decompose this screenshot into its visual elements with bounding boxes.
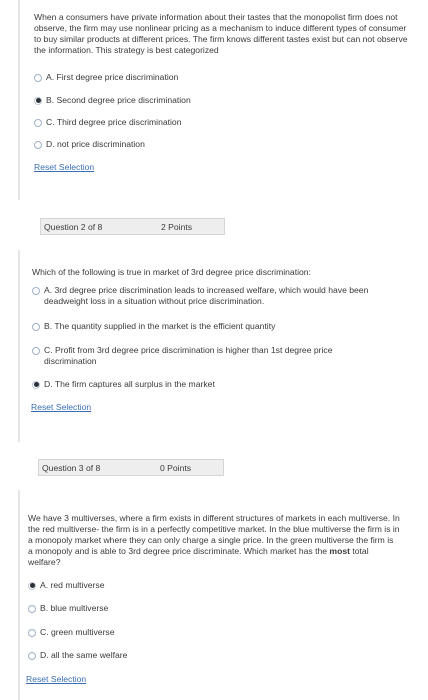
radio-button-selected[interactable] bbox=[32, 381, 40, 389]
option-label: C. Third degree price discrimination bbox=[46, 117, 182, 127]
radio-button[interactable] bbox=[32, 287, 40, 295]
option-label: A. red multiverse bbox=[40, 580, 105, 590]
q2-reset-selection-link[interactable]: Reset Selection bbox=[31, 402, 92, 412]
question-2-text: Which of the following is true in market of 3rd degree price discrimination: bbox=[32, 267, 311, 277]
radio-button[interactable] bbox=[28, 605, 36, 613]
q1-reset-selection-link[interactable]: Reset Selection bbox=[34, 162, 95, 172]
q1-option-b[interactable] bbox=[34, 95, 191, 106]
question-points: 2 Points bbox=[161, 222, 193, 232]
option-label: A. 3rd degree price discrimination leads to increased welfare, which would have been deadweight loss in a situation without price discrimination. bbox=[44, 285, 369, 306]
q1-option-d[interactable] bbox=[34, 139, 145, 150]
radio-button[interactable] bbox=[34, 119, 42, 127]
question-3-text-start: We have 3 multiverses, where a firm exists in different structures of markets in each multiverse. In the red multiverse- the firm is in a perfectly competitive market. In the blue multiverse the firm is in a monopoly market where they can only charge a single price. In the green multiverse the firm is a monopoly and is able to 3rd degree price discriminate. Which market has the bbox=[28, 513, 400, 556]
question-3-header bbox=[38, 459, 224, 476]
q3-option-a[interactable] bbox=[28, 580, 104, 591]
question-number: Question 2 of 8 bbox=[44, 222, 103, 232]
option-label: B. The quantity supplied in the market is the efficient quantity bbox=[44, 321, 276, 331]
option-label: B. Second degree price discrimination bbox=[46, 95, 191, 105]
option-label: C. Profit from 3rd degree price discrimination is higher than 1st degree price discrimination bbox=[44, 345, 333, 366]
q2-option-b[interactable] bbox=[32, 321, 275, 332]
radio-button[interactable] bbox=[28, 652, 36, 660]
question-1-text: When a consumers have private information about their tastes that the monopolist firm does not observe, the firm may use nonlinear pricing as a mechanism to induce different types of consumer to buy similar products at different prices. The firm knows different tastes exist but can not observe the information. This strategy is best categorized bbox=[34, 12, 408, 55]
radio-button[interactable] bbox=[28, 629, 36, 637]
question-3-emphasis: most bbox=[329, 546, 350, 556]
question-2-header bbox=[40, 218, 225, 235]
radio-button[interactable] bbox=[34, 74, 42, 82]
option-label: B. blue multiverse bbox=[40, 603, 109, 613]
radio-button[interactable] bbox=[32, 323, 40, 331]
question-3-text bbox=[28, 513, 400, 568]
q1-option-a[interactable] bbox=[34, 72, 178, 83]
question-points: 0 Points bbox=[160, 463, 192, 473]
question-number: Question 3 of 8 bbox=[42, 463, 101, 473]
radio-button[interactable] bbox=[32, 347, 40, 355]
option-label: A. First degree price discrimination bbox=[46, 72, 179, 82]
radio-button[interactable] bbox=[34, 141, 42, 149]
radio-button-selected[interactable] bbox=[28, 582, 36, 590]
q3-option-d[interactable] bbox=[28, 650, 127, 661]
q3-option-c[interactable] bbox=[28, 627, 115, 638]
option-label: D. all the same welfare bbox=[40, 650, 128, 660]
option-label: D. The firm captures all surplus in the market bbox=[44, 379, 215, 389]
radio-button-selected[interactable] bbox=[34, 97, 42, 105]
q3-option-b[interactable] bbox=[28, 603, 108, 614]
question-3-text-end: total welfare? bbox=[28, 546, 369, 567]
q1-option-c[interactable] bbox=[34, 117, 182, 128]
q2-option-a[interactable] bbox=[32, 285, 402, 307]
option-label: C. green multiverse bbox=[40, 627, 115, 637]
option-label: D. not price discrimination bbox=[46, 139, 145, 149]
q2-option-d[interactable] bbox=[32, 379, 215, 390]
q3-reset-selection-link[interactable]: Reset Selection bbox=[26, 674, 87, 684]
q2-option-c[interactable] bbox=[32, 345, 382, 367]
